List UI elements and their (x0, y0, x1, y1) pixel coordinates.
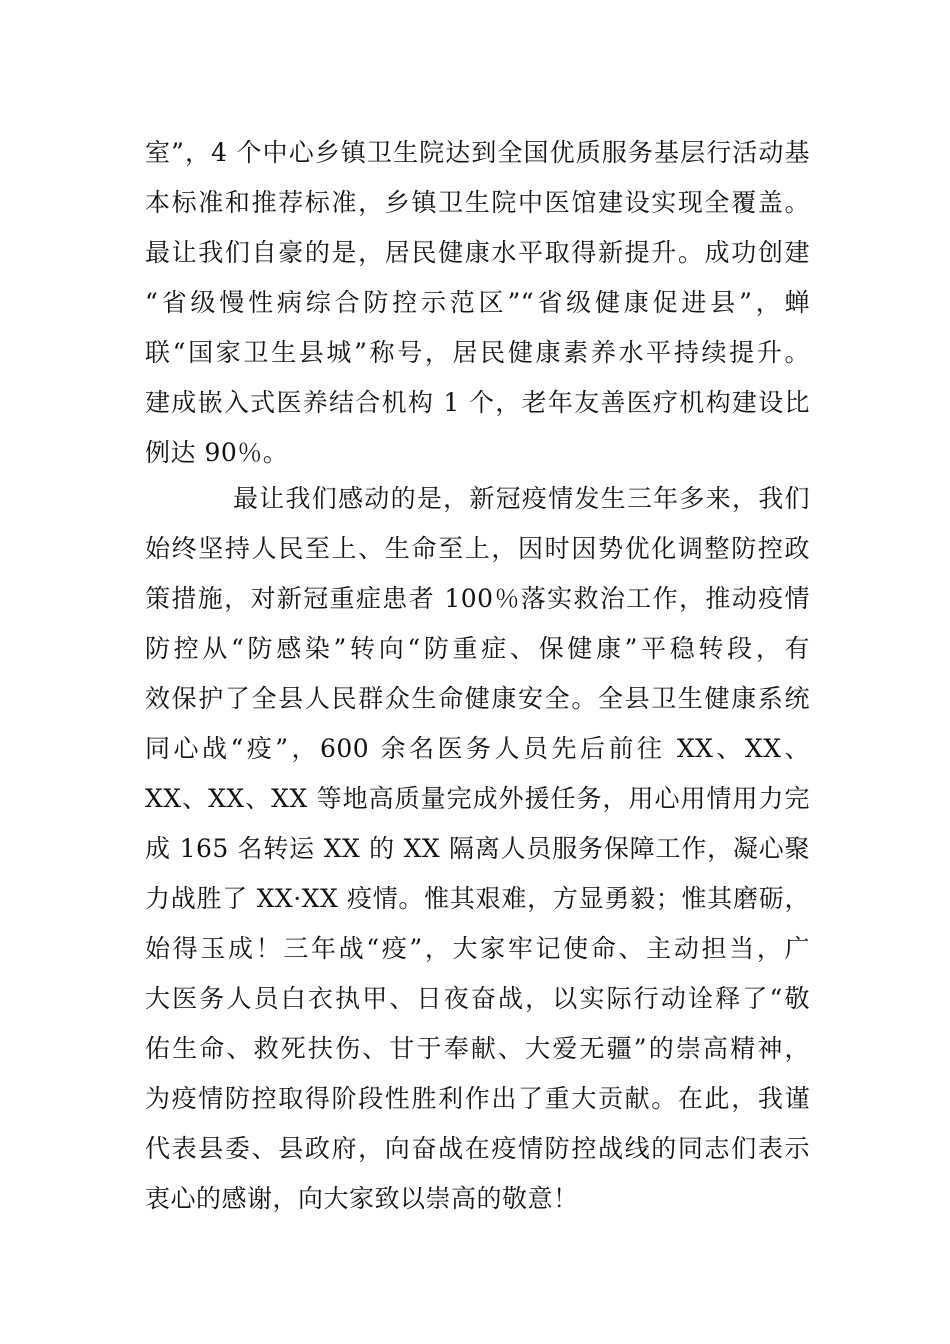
text-line: 室”，4 个中心乡镇卫生院达到全国优质服务基层行活动基 (145, 138, 810, 167)
text-line: 效保护了全县人民群众生命健康安全。全县卫生健康系统 (145, 684, 810, 713)
text-line: 防控从“防感染”转向“防重症、保健康”平稳转段，有 (145, 634, 810, 663)
text-line: 最让我们自豪的是，居民健康水平取得新提升。成功创建 (145, 238, 810, 267)
text-line: 例达 90％。 (145, 438, 289, 467)
text-line: 佑生命、救死扶伤、甘于奉献、大爱无疆”的崇高精神， (145, 1034, 810, 1063)
text-line: 始得玉成！三年战“疫”，大家牢记使命、主动担当，广 (145, 934, 810, 963)
paragraph-health-achievements (145, 128, 810, 478)
text-line: 同心战“疫”，600 余名医务人员先后前往 XX、XX、 (145, 734, 810, 763)
text-line: 为疫情防控取得阶段性胜利作出了重大贡献。在此，我谨 (145, 1084, 810, 1113)
text-line: 最让我们感动的是，新冠疫情发生三年多来，我们 (233, 484, 810, 513)
text-line: 大医务人员白衣执甲、日夜奋战，以实际行动诠释了“敬 (145, 984, 810, 1013)
text-line: 代表县委、县政府，向奋战在疫情防控战线的同志们表示 (145, 1134, 810, 1163)
text-line: 本标准和推荐标准，乡镇卫生院中医馆建设实现全覆盖。 (145, 188, 810, 217)
text-line: 建成嵌入式医养结合机构 1 个，老年友善医疗机构建设比 (145, 388, 810, 417)
text-line: “省级慢性病综合防控示范区”“省级健康促进县”，蝉 (145, 288, 810, 317)
paragraph-pandemic-response (145, 474, 810, 1224)
text-line: 力战胜了 XX·XX 疫情。惟其艰难，方显勇毅；惟其磨砺， (145, 884, 810, 913)
text-line: 始终坚持人民至上、生命至上，因时因势优化调整防控政 (145, 534, 810, 563)
text-line: 联“国家卫生县城”称号，居民健康素养水平持续提升。 (145, 338, 810, 367)
text-line: 衷心的感谢，向大家致以崇高的敬意！ (145, 1184, 579, 1213)
text-line: XX、XX、XX 等地高质量完成外援任务，用心用情用力完 (145, 784, 810, 813)
text-line: 成 165 名转运 XX 的 XX 隔离人员服务保障工作，凝心聚 (145, 834, 810, 863)
text-line: 策措施，对新冠重症患者 100％落实救治工作，推动疫情 (145, 584, 810, 613)
